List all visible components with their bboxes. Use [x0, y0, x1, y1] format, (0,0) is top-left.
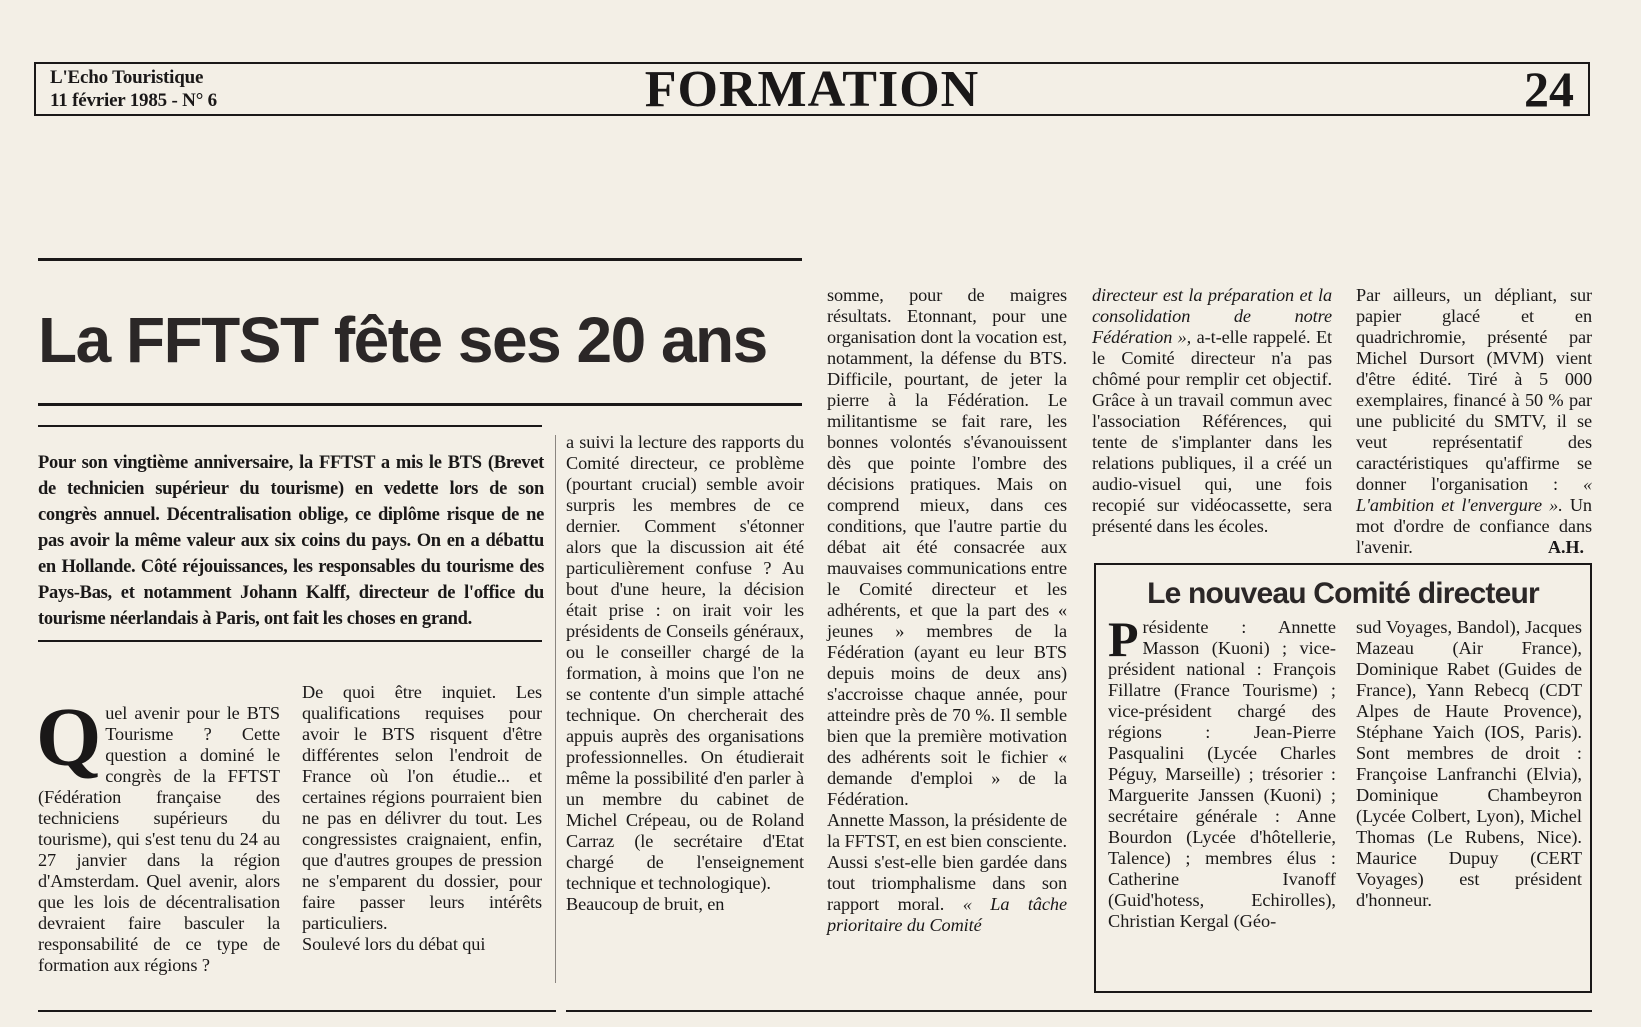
sidebar-column-2: sud Voyages, Bandol), Jacques Mazeau (Air France), Dominique Rabet (Guides de France), Yann Rebecq (CDT Alpes de Haute Provence), Stéphane Yaich (IOS, Paris). Sont membres de droit : Françoise Lanfranchi (Elvia), Dominique Chambeyron (Lycée Colbert, Lyon), Michel Thomas (Le Rubens, Nice). Maurice Dupuy (CERT Voyages) est président d'honneur. — [1356, 617, 1582, 910]
headline-bottom-rule — [38, 403, 802, 406]
intro-top-rule — [38, 425, 542, 427]
article-column-4 — [827, 264, 1067, 936]
headline-top-rule — [38, 258, 802, 261]
sidebar-title: Le nouveau Comité directeur — [1147, 577, 1539, 610]
article-column-6 — [1356, 264, 1592, 558]
section-title: FORMATION — [644, 61, 980, 118]
sidebar-column-1-text: résidente : Annette Masson (Kuoni) ; vice-président national : François Fillatre (France Tourisme) ; vice-président chargé des régions : Jean-Pierre Pasqualini (Lycée Charles Péguy, Marseille) ; trésorier : Marguerite Janssen (Kuoni) ; secrétaire générale : Anne Bourdon (Lycée d'hôtellerie, Talence) ; membres élus : Catherine Ivanoff (Guid'hotess, Echirolles), Christian Kergal (Géo- — [1108, 617, 1336, 931]
column-4-quote: « La tâche prioritaire du Comité — [827, 894, 1067, 935]
sidebar-box — [1094, 563, 1592, 993]
masthead — [34, 62, 1590, 116]
issue-date: 11 février 1985 - N° 6 — [50, 90, 217, 111]
page-number: 24 — [1524, 61, 1574, 117]
sidebar-drop-cap: P — [1108, 611, 1139, 667]
article-intro: Pour son vingtième anniversaire, la FFTST a mis le BTS (Brevet de technicien supérieur du tourisme) en vedette lors de son congrès annuel. Décentralisation oblige, ce diplôme risque de ne pas avoir la même valeur aux six coins du pays. On en a débattu en Hollande. Côté réjouissances, les responsables du tourisme des Pays-Bas, et notamment Johann Kalff, directeur de l'office du tourisme néerlandais à Paris, ont fait les choses en grand. — [38, 453, 544, 629]
publication-name: L'Echo Touristique — [50, 67, 204, 88]
column-separator — [555, 435, 556, 983]
article-column-2: De quoi être inquiet. Les qualifications requises pour avoir le BTS risquent d'être différentes selon l'endroit de France où l'on étudie... et certaines régions pourraient bien ne pas en délivrer du tout. Les congressistes craignaient, enfin, que d'autres groupes de pression ne s'emparent du dossier, pour faire passer leurs intérêts particuliers. Soulevé lors du débat qui — [302, 682, 542, 954]
column-4-text: somme, pour de maigres résultats. Etonnant, pour une organisation dont la vocation est, notamment, la défense du BTS. Difficile, pourtant, de jeter la pierre à la Fédération. Le militantisme se fait rare, les bonnes volontés s'évanouissent dès que pointe l'ombre des décisions pratiques. Mais on comprend mieux, dans ces conditions, que l'autre partie du débat ait été consacrée aux mauvaises communications entre le Comité directeur et les adhérents, et que la part des « jeunes » membres de la Fédération (ayant eu leur BTS depuis moins de deux ans) s'accroisse chaque année, pour atteindre près de 70 %. Il semble bien que la première motivation des adhérents soit le fichier « demande d'emploi » de la Fédération. Annette Masson, la présidente de la FFTST, en est bien consciente. Aussi s'est-elle bien gardée dans tout triomphalisme dans son rapport moral. — [827, 285, 1067, 914]
column-6-quote: « L'ambition et l'envergure ». — [1356, 474, 1592, 515]
article-column-3: a suivi la lecture des rapports du Comité directeur, ce problème (pourtant crucial) semble avoir surpris les membres de ce dernier. Comment s'étonner alors que la discussion ait été particulièrement confuse ? Au bout d'une heure, la décision était prise : on irait voir les présidents de Conseils généraux, ou le conseiller chargé de la formation, à moins que l'on ne se contente d'un simple attaché technique. On chercherait des appuis auprès des organisations professionnelles. On étudierait même la possibilité d'en parler à un membre du cabinet de Michel Crépeau, ou de Roland Carraz (le secrétaire d'Etat chargé de l'enseignement technique et technologique). Beaucoup de bruit, en — [566, 432, 804, 914]
bottom-rule-right — [566, 1010, 1592, 1012]
intro-bottom-rule — [38, 640, 542, 642]
author-signature: A.H. — [1548, 537, 1584, 557]
column-5-text: a-t-elle rappelé. Et le Comité directeur n'a pas chômé pour remplir cet objectif. Grâce à un travail commun avec l'association Références, qui tente de s'implanter dans les relations publiques, il a créé un audio-visuel qui, une fois recopié sur vidéocassette, sera présenté dans les écoles. — [1092, 327, 1332, 536]
article-column-1 — [38, 682, 280, 976]
column-1-text: uel avenir pour le BTS Tourisme ? Cette question a dominé le congrès de la FFTST (Fédération française des techniciens supérieurs du tourisme), qui s'est tenu du 24 au 27 janvier dans la région d'Amsterdam. Quel avenir, alors que les lois de décentralisation devraient faire basculer la responsabilité de ce type de formation aux régions ? — [38, 703, 280, 975]
sidebar-column-1 — [1108, 611, 1336, 932]
bottom-rule-left — [38, 1010, 556, 1012]
column-6-text: Par ailleurs, un dépliant, sur papier glacé et en quadrichromie, présenté par Michel Dursort (MVM) vient d'être édité. Tiré à 5 000 exemplaires, financé à 50 % par une publicité du SMTV, il se veut représentatif des caractéristiques qu'affirme se donner l'organisation : — [1356, 285, 1592, 494]
headline: La FFTST fête ses 20 ans — [38, 304, 767, 376]
column-5-quote: directeur est la préparation et la consolidation de notre Fédération », — [1092, 285, 1332, 347]
article-column-5 — [1092, 264, 1332, 537]
drop-cap: Q — [36, 691, 102, 784]
column-6-end: Un mot d'ordre de confiance dans l'avenir. — [1356, 495, 1592, 557]
